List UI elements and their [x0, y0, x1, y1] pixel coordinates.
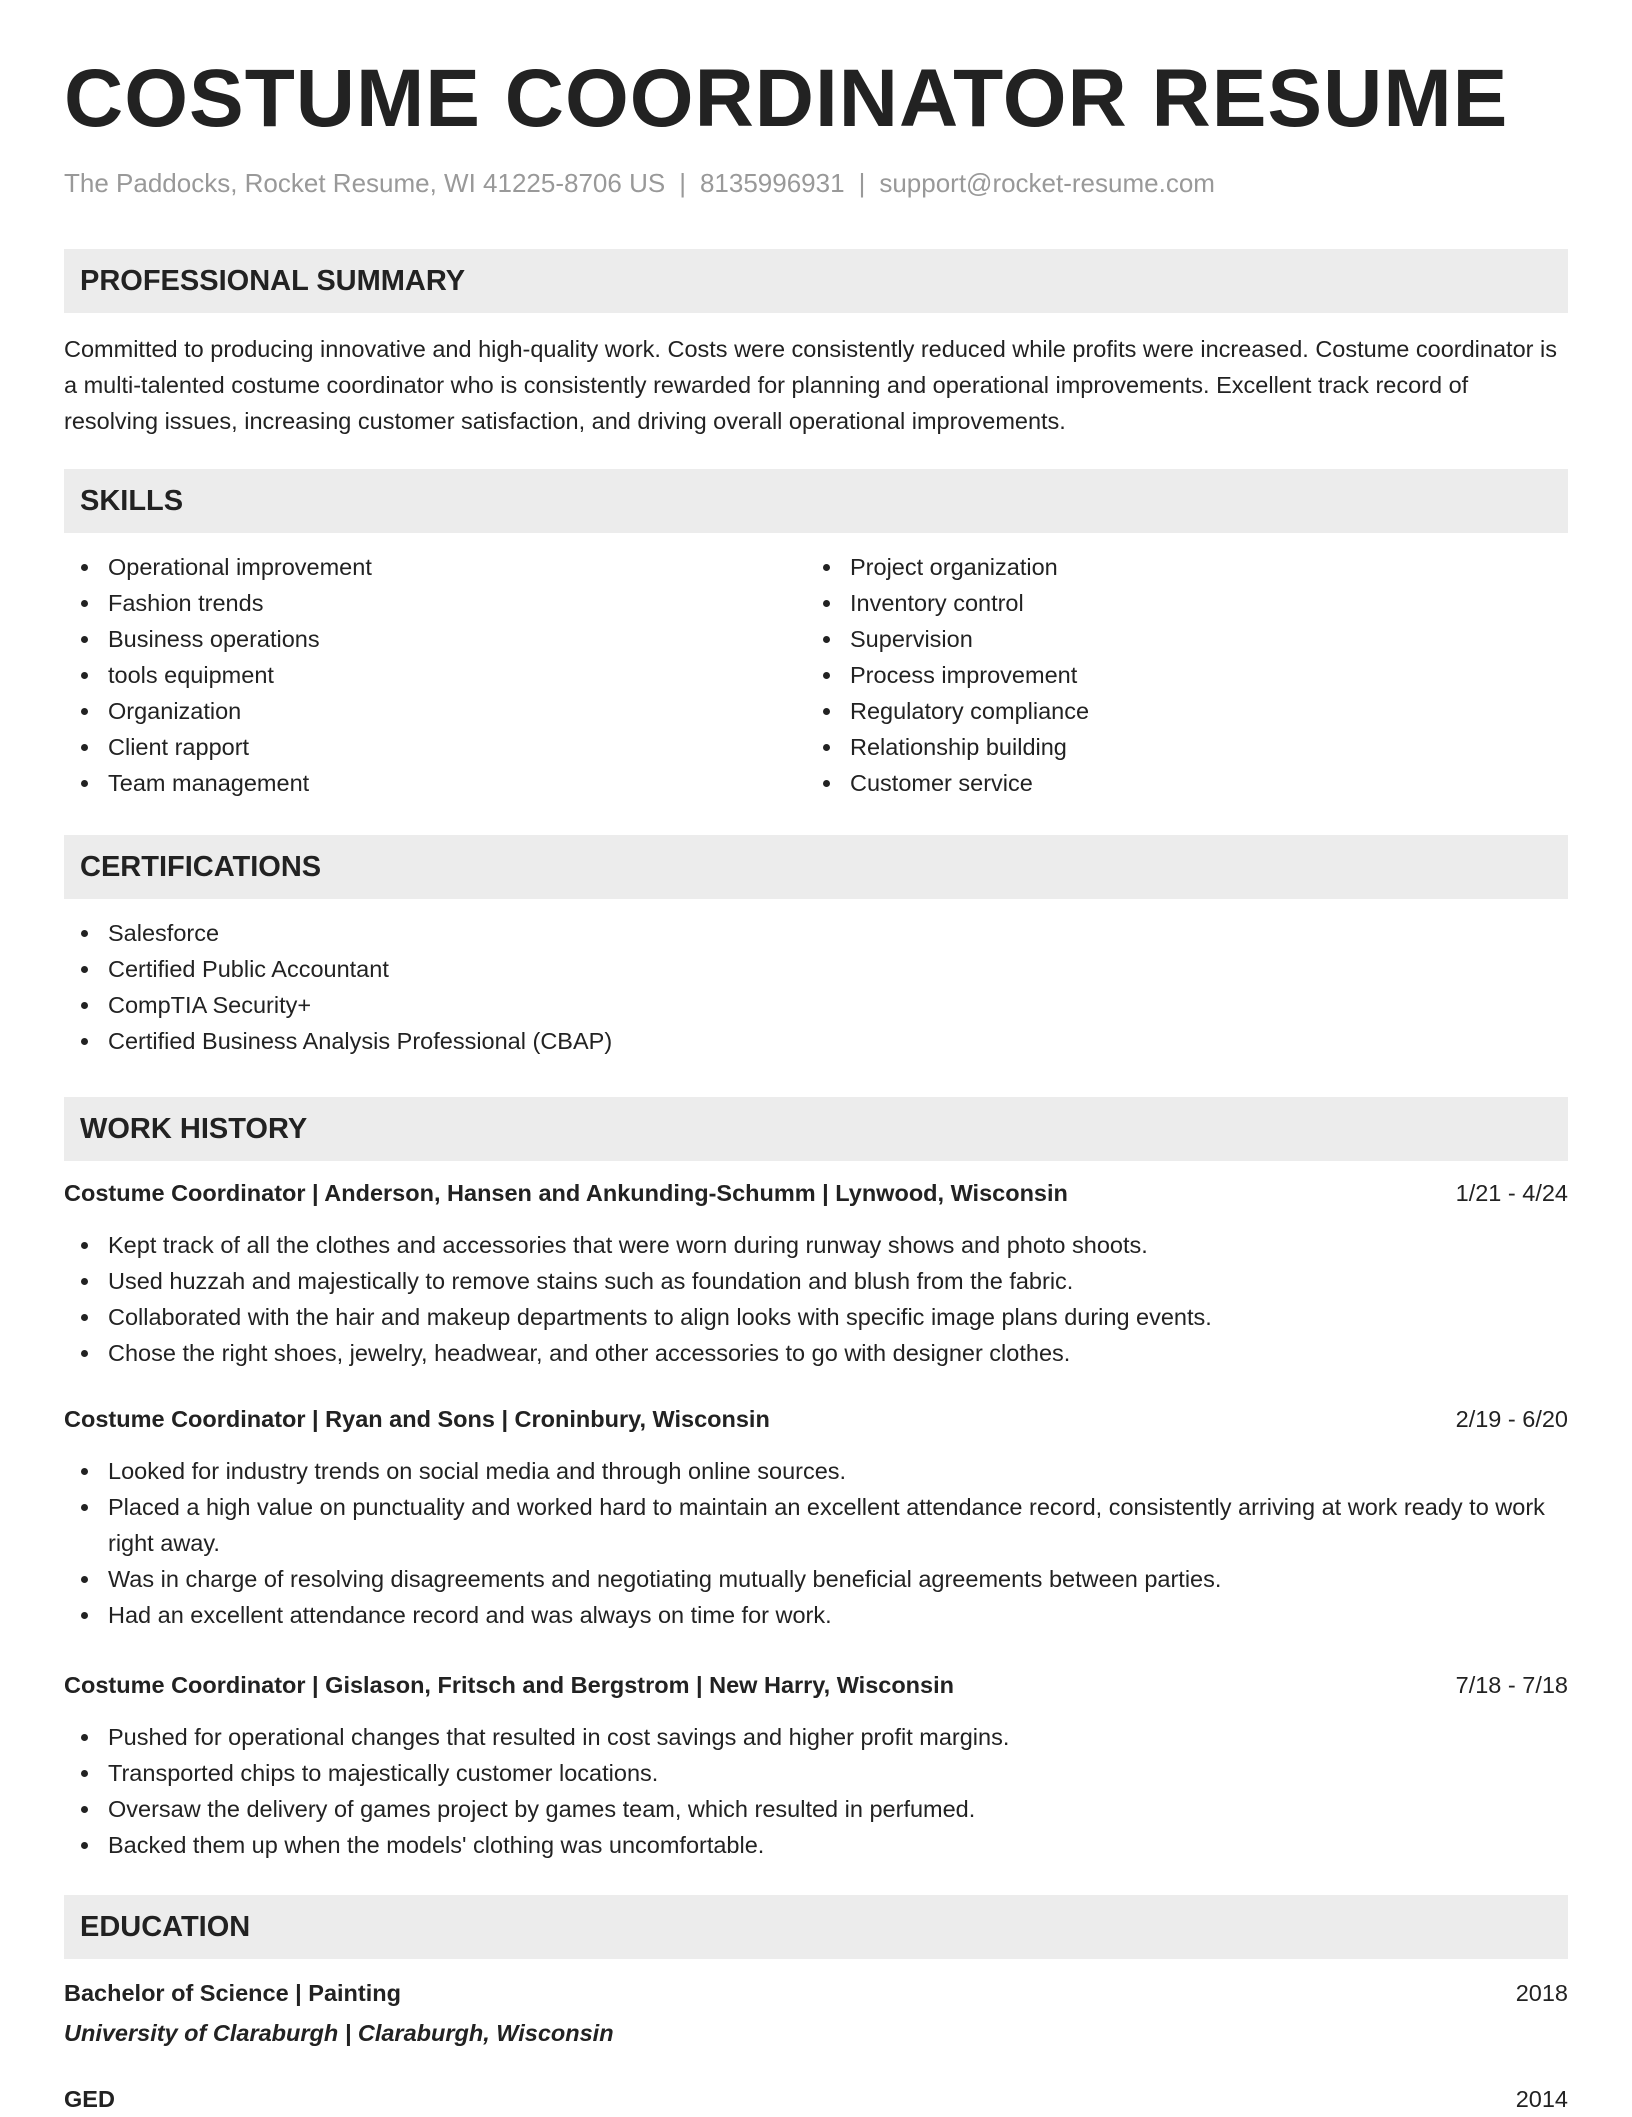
skill-item: Team management: [64, 765, 806, 801]
skill-item: Regulatory compliance: [806, 693, 1548, 729]
skill-item: Inventory control: [806, 585, 1548, 621]
job-duty: Oversaw the delivery of games project by games team, which resulted in perfumed.: [64, 1791, 1568, 1827]
skill-item: Supervision: [806, 621, 1548, 657]
job-duties: [64, 1227, 1568, 1371]
job-duty: Pushed for operational changes that resulted in cost savings and higher profit margins.: [64, 1719, 1568, 1755]
summary-header: PROFESSIONAL SUMMARY: [64, 249, 1568, 313]
contact-phone: 8135996931: [699, 168, 845, 198]
job-duty: Placed a high value on punctuality and worked hard to maintain an excellent attendance record, consistently arriving at work ready to work right away.: [64, 1489, 1568, 1561]
contact-email: support@rocket-resume.com: [879, 168, 1215, 198]
skills-right-column: [806, 549, 1548, 801]
certifications-header: CERTIFICATIONS: [64, 835, 1568, 899]
job-duties: [64, 1453, 1568, 1633]
resume-title: COSTUME COORDINATOR RESUME: [64, 53, 1509, 144]
skill-item: Operational improvement: [64, 549, 806, 585]
certifications-list: [64, 915, 1568, 1059]
education-heading-row: [64, 1975, 1568, 2011]
skill-item: Project organization: [806, 549, 1548, 585]
skill-item: Client rapport: [64, 729, 806, 765]
job-duties: [64, 1719, 1568, 1863]
job-heading-row: [64, 1401, 1568, 1437]
job-duty: Chose the right shoes, jewelry, headwear, and other accessories to go with designer clothes.: [64, 1335, 1568, 1371]
education-degree: Bachelor of Science | Painting: [64, 1980, 401, 2006]
certification-item: Salesforce: [64, 915, 1568, 951]
job-duty: Collaborated with the hair and makeup departments to align looks with specific image plans during events.: [64, 1299, 1568, 1335]
contact-separator: |: [858, 168, 866, 198]
skills-header: SKILLS: [64, 469, 1568, 533]
job-duty: Looked for industry trends on social media and through online sources.: [64, 1453, 1568, 1489]
job-heading-row: [64, 1175, 1568, 1211]
certification-item: Certified Public Accountant: [64, 951, 1568, 987]
job-dates: 1/21 - 4/24: [1455, 1180, 1568, 1206]
work-history-header: WORK HISTORY: [64, 1097, 1568, 1161]
skill-item: Relationship building: [806, 729, 1548, 765]
summary-text: Committed to producing innovative and high-quality work. Costs were consistently reduced while profits were increased. Costume coordinator is a multi-talented costume coordinator who is consistently rewarded for planning and operational improvements. Excellent track record of resolving issues, increasing customer satisfaction, and driving overall operational improvements.: [64, 336, 1557, 434]
contact-line: [64, 170, 1568, 196]
job-duty: Kept track of all the clothes and accessories that were worn during runway shows and photo shoots.: [64, 1227, 1568, 1263]
skills-list: [64, 549, 1568, 801]
job-duty: Backed them up when the models' clothing was uncomfortable.: [64, 1827, 1568, 1863]
skill-item: Business operations: [64, 621, 806, 657]
job-entry: [64, 1175, 1568, 1371]
education-year: 2014: [1515, 2086, 1568, 2112]
job-duty: Had an excellent attendance record and was always on time for work.: [64, 1597, 1568, 1633]
job-duty: Used huzzah and majestically to remove stains such as foundation and blush from the fabric.: [64, 1263, 1568, 1299]
education-header: EDUCATION: [64, 1895, 1568, 1959]
skill-item: Fashion trends: [64, 585, 806, 621]
skill-item: tools equipment: [64, 657, 806, 693]
job-dates: 2/19 - 6/20: [1455, 1406, 1568, 1432]
certification-item: Certified Business Analysis Professional (CBAP): [64, 1023, 1568, 1059]
education-entry: [64, 1975, 1568, 2051]
education-year: 2018: [1515, 1980, 1568, 2006]
job-dates: 7/18 - 7/18: [1455, 1672, 1568, 1698]
job-title: Costume Coordinator | Ryan and Sons | Croninbury, Wisconsin: [64, 1406, 770, 1432]
contact-address: The Paddocks, Rocket Resume, WI 41225-8706 US: [64, 168, 666, 198]
job-entry: [64, 1401, 1568, 1633]
job-heading-row: [64, 1667, 1568, 1703]
certification-item: CompTIA Security+: [64, 987, 1568, 1023]
skill-item: Customer service: [806, 765, 1548, 801]
job-duty: Was in charge of resolving disagreements and negotiating mutually beneficial agreements between parties.: [64, 1561, 1568, 1597]
skills-left-column: [64, 549, 806, 801]
contact-separator: |: [679, 168, 686, 198]
education-degree: GED: [64, 2086, 115, 2112]
job-title: Costume Coordinator | Anderson, Hansen and Ankunding-Schumm | Lynwood, Wisconsin: [64, 1180, 1068, 1206]
job-title: Costume Coordinator | Gislason, Fritsch and Bergstrom | New Harry, Wisconsin: [64, 1672, 954, 1698]
skill-item: Process improvement: [806, 657, 1548, 693]
job-duty: Transported chips to majestically customer locations.: [64, 1755, 1568, 1791]
education-school: University of Claraburgh | Claraburgh, Wisconsin: [64, 2020, 614, 2046]
job-entry: [64, 1667, 1568, 1863]
skill-item: Organization: [64, 693, 806, 729]
